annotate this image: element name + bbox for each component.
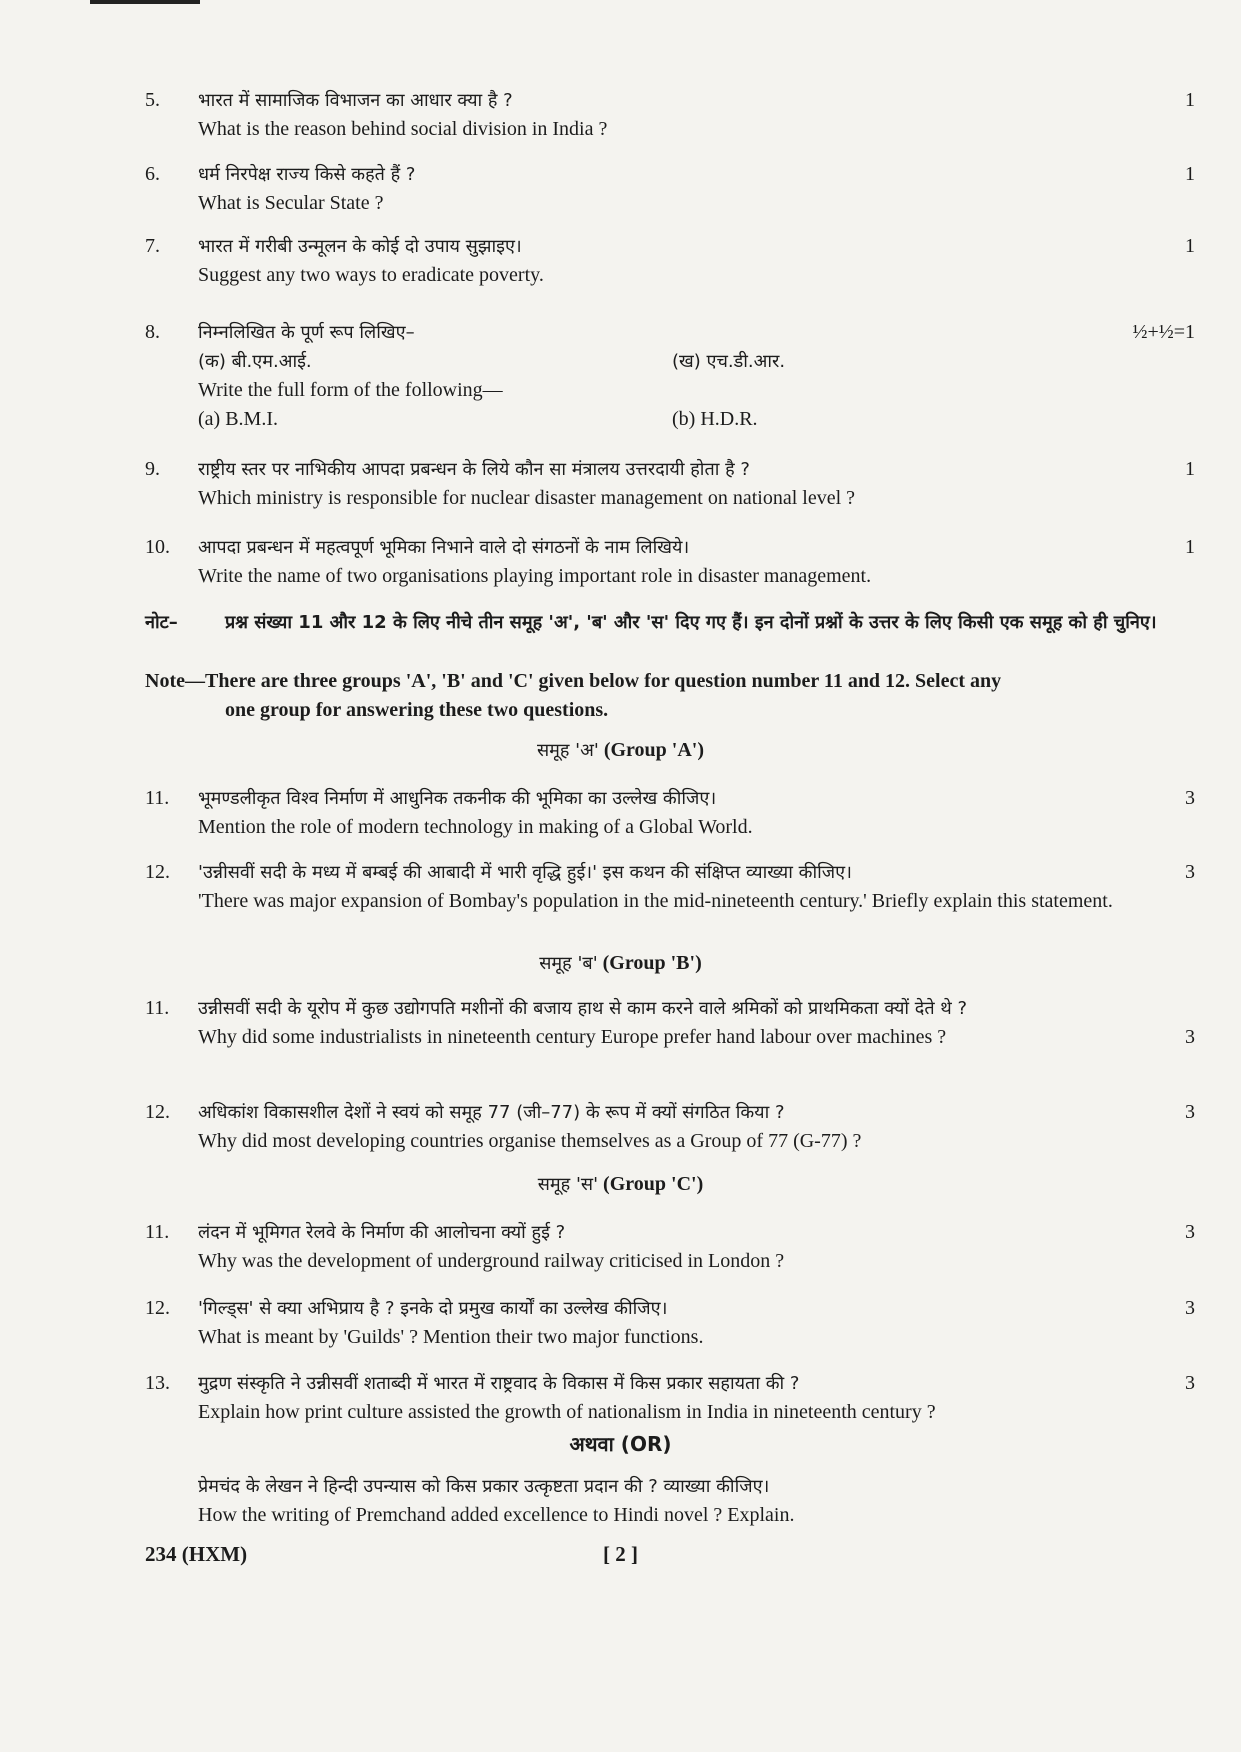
group-b-question-11 — [145, 994, 1195, 1052]
page-number: [ 2 ] — [603, 1542, 638, 1566]
group-b-heading — [0, 951, 1241, 975]
question-number: 7. — [145, 235, 160, 257]
group-a-hindi: समूह 'अ' — [536, 740, 599, 761]
question-marks: 3 — [1185, 861, 1195, 883]
note-hindi — [145, 608, 1195, 637]
group-b-english: (Group 'B') — [602, 952, 702, 974]
question-8 — [145, 318, 1195, 434]
note-hindi-text: प्रश्न संख्या 11 और 12 के लिए नीचे तीन समूह 'अ', 'ब' और 'स' दिए गए हैं। इन दोनों प्रश्नों के उत्तर के लिए किसी एक समूह को ही चुनिए। — [225, 612, 1157, 633]
question-number: 11. — [145, 997, 170, 1019]
question-number: 12. — [145, 1297, 170, 1319]
question-english: Why did most developing countries organise themselves as a Group of 77 (G-77) ? — [198, 1130, 862, 1152]
question-english: Write the name of two organisations playing important role in disaster management. — [198, 565, 872, 587]
question-number: 11. — [145, 1221, 170, 1243]
question-6 — [145, 160, 1195, 218]
question-marks: 1 — [1185, 458, 1195, 480]
option-b-english: (b) H.D.R. — [672, 408, 758, 430]
question-english: Why was the development of underground railway criticised in London ? — [198, 1250, 785, 1272]
group-a-english: (Group 'A') — [603, 739, 705, 761]
question-number: 12. — [145, 861, 170, 883]
option-b-hindi: (ख) एच.डी.आर. — [672, 351, 786, 372]
question-marks: ½+½=1 — [1132, 321, 1195, 343]
alternative-hindi: प्रेमचंद के लेखन ने हिन्दी उपन्यास को किस प्रकार उत्कृष्टता प्रदान की ? व्याख्या कीजिए। — [198, 1476, 770, 1497]
question-number: 6. — [145, 163, 160, 185]
question-10 — [145, 533, 1195, 591]
alternative-english: How the writing of Premchand added excellence to Hindi novel ? Explain. — [198, 1504, 795, 1526]
group-a-question-11 — [145, 784, 1195, 842]
question-english: Suggest any two ways to eradicate poverty. — [198, 264, 544, 286]
question-number: 5. — [145, 89, 160, 111]
question-5 — [145, 86, 1195, 144]
group-c-hindi: समूह 'स' — [537, 1174, 599, 1195]
question-marks: 1 — [1185, 235, 1195, 257]
question-english: Explain how print culture assisted the growth of nationalism in India in nineteenth century ? — [198, 1401, 936, 1423]
question-marks: 1 — [1185, 536, 1195, 558]
group-a-question-12 — [145, 858, 1195, 916]
question-marks: 3 — [1185, 1026, 1195, 1048]
question-hindi: धर्म निरपेक्ष राज्य किसे कहते हैं ? — [198, 164, 416, 185]
scan-edge-mark — [90, 0, 200, 4]
question-marks: 3 — [1185, 787, 1195, 809]
question-hindi: निम्नलिखित के पूर्ण रूप लिखिए– — [198, 322, 415, 343]
question-hindi: मुद्रण संस्कृति ने उन्नीसवीं शताब्दी में भारत में राष्ट्रवाद के विकास में किस प्रकार सहायता की ? — [198, 1373, 800, 1394]
question-number: 9. — [145, 458, 160, 480]
question-english: Write the full form of the following— — [198, 379, 503, 401]
note-english-line-2: one group for answering these two questions. — [225, 699, 609, 721]
question-marks: 3 — [1185, 1101, 1195, 1123]
question-number: 13. — [145, 1372, 170, 1394]
or-separator: अथवा (OR) — [569, 1432, 672, 1456]
note-label: नोट– — [145, 612, 178, 633]
question-english: Which ministry is responsible for nuclear disaster management on national level ? — [198, 487, 856, 509]
question-hindi: उन्नीसवीं सदी के यूरोप में कुछ उद्योगपति मशीनों की बजाय हाथ से काम करने वाले श्रमिकों को प्राथमिकता क्यों देते थे ? — [198, 998, 968, 1019]
question-marks: 3 — [1185, 1221, 1195, 1243]
option-a-english: (a) B.M.I. — [198, 408, 278, 430]
note-english — [145, 667, 1195, 725]
question-number: 11. — [145, 787, 170, 809]
group-c-heading — [0, 1172, 1241, 1196]
option-a-hindi: (क) बी.एम.आई. — [198, 351, 312, 372]
group-a-heading — [0, 738, 1241, 762]
question-hindi: लंदन में भूमिगत रेलवे के निर्माण की आलोचना क्यों हुई ? — [198, 1222, 566, 1243]
group-c-question-11 — [145, 1218, 1195, 1276]
question-hindi: 'उन्नीसवीं सदी के मध्य में बम्बई की आबादी में भारी वृद्धि हुई।' इस कथन की संक्षिप्त व्याख्या कीजिए। — [198, 862, 852, 883]
question-marks: 1 — [1185, 163, 1195, 185]
question-7 — [145, 232, 1195, 290]
question-marks: 3 — [1185, 1372, 1195, 1394]
question-hindi: भूमण्डलीकृत विश्व निर्माण में आधुनिक तकनीक की भूमिका का उल्लेख कीजिए। — [198, 788, 717, 809]
question-english: What is Secular State ? — [198, 192, 384, 214]
paper-code: 234 (HXM) — [145, 1542, 248, 1566]
question-number: 12. — [145, 1101, 170, 1123]
question-number: 8. — [145, 321, 160, 343]
question-marks: 3 — [1185, 1297, 1195, 1319]
question-9 — [145, 455, 1195, 513]
question-marks: 1 — [1185, 89, 1195, 111]
question-13-alternative — [198, 1472, 1188, 1530]
question-number: 10. — [145, 536, 170, 558]
question-english: Mention the role of modern technology in making of a Global World. — [198, 816, 753, 838]
question-hindi: अधिकांश विकासशील देशों ने स्वयं को समूह 77 (जी–77) के रूप में क्यों संगठित किया ? — [198, 1102, 785, 1123]
question-13 — [145, 1369, 1195, 1427]
question-english: Why did some industrialists in nineteenth century Europe prefer hand labour over machines ? — [198, 1026, 947, 1048]
question-hindi: भारत में गरीबी उन्मूलन के कोई दो उपाय सुझाइए। — [198, 236, 522, 257]
group-c-english: (Group 'C') — [603, 1173, 704, 1195]
question-hindi: आपदा प्रबन्धन में महत्वपूर्ण भूमिका निभाने वाले दो संगठनों के नाम लिखिये। — [198, 537, 690, 558]
group-b-question-12 — [145, 1098, 1195, 1156]
group-b-hindi: समूह 'ब' — [539, 953, 598, 974]
question-hindi: भारत में सामाजिक विभाजन का आधार क्या है ? — [198, 90, 513, 111]
note-english-line-1: Note—There are three groups 'A', 'B' and 'C' given below for question number 11 and 12. Select any — [145, 670, 1002, 692]
question-english: What is the reason behind social division in India ? — [198, 118, 608, 140]
question-english: What is meant by 'Guilds' ? Mention their two major functions. — [198, 1326, 704, 1348]
question-hindi: 'गिल्ड्स' से क्या अभिप्राय है ? इनके दो प्रमुख कार्यों का उल्लेख कीजिए। — [198, 1298, 668, 1319]
question-english: 'There was major expansion of Bombay's population in the mid-nineteenth century.' Briefly explain this statement. — [198, 890, 1113, 912]
question-hindi: राष्ट्रीय स्तर पर नाभिकीय आपदा प्रबन्धन के लिये कौन सा मंत्रालय उत्तरदायी होता है ? — [198, 459, 750, 480]
group-c-question-12 — [145, 1294, 1195, 1352]
